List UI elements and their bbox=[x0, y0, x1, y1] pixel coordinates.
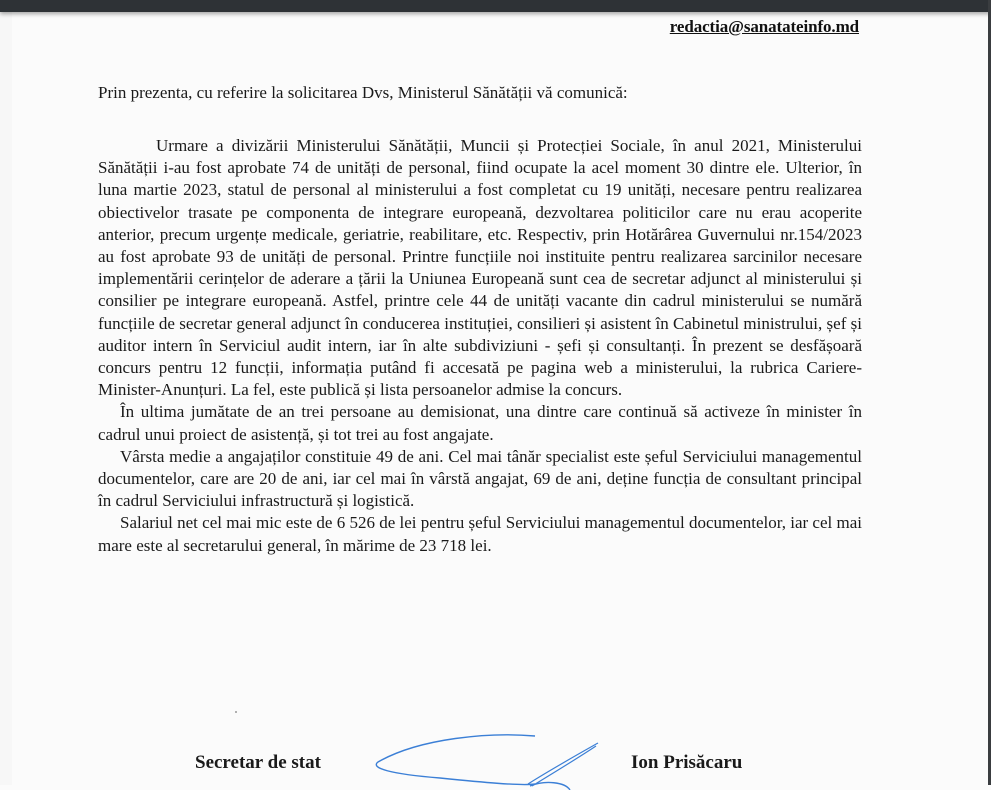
paragraph-staffing: Urmare a divizării Ministerului Sănătății, Muncii și Protecției Sociale, în anul 2021, Ministerului Sănătății i-au fost aprobate 74 de unități de personal, fiind ocupate la acel moment 30 dintre ele. Ulterior, în luna martie 2023, statul de personal al ministerului a fost completat cu 19 unități, necesare pentru realizarea obiectivelor trasate pe componenta de integrare europeană, dezvoltarea politicilor care nu erau acoperite anterior, precum urgențe medicale, geriatrie, reabilitare, etc. Respectiv, prin Hotărârea Guvernului nr.154/2023 au fost aprobate 93 de unități de personal. Printre funcțiile noi instituite pentru realizarea sarcinilor necesare implementării cerințelor de aderare a țării la Uniunea Europeană sunt cea de secretar adjunct al ministerului și consilier pe integrare europeană. Astfel, printre cele 44 de unități vacante din cadrul ministerului se numără funcțiile de secretar general adjunct în conducerea instituției, consilieri și asistent în Cabinetul ministrului, șef și auditor intern în Serviciul audit intern, iar în alte subdiviziuni - șefi și consultanți. În prezent se desfășoară concurs pentru 12 funcții, informația putând fi accesată pe pagina web a ministerului, la rubrica Cariere-Minister-Anunțuri. La fel, este publică și lista persoanelor admise la concurs. bbox=[98, 136, 862, 400]
signature-stroke-loop bbox=[376, 735, 535, 785]
paragraph-turnover: În ultima jumătate de an trei persoane au demisionat, una dintre care continuă să activeze în minister în cadrul unui proiect de asistență, și tot trei au fost angajate. bbox=[98, 402, 862, 444]
intro-line: Prin prezenta, cu referire la solicitarea Dvs, Ministerul Sănătății vă comunică: bbox=[98, 83, 628, 102]
signature-stroke-flourish bbox=[530, 783, 570, 790]
scan-speck bbox=[235, 711, 237, 713]
letter-body bbox=[98, 135, 862, 557]
signature-stroke-tail bbox=[528, 743, 598, 786]
signatory-title: Secretar de stat bbox=[195, 752, 321, 773]
page-left-margin bbox=[0, 12, 12, 785]
viewer-top-bar bbox=[0, 0, 991, 12]
signatory-name: Ion Prisăcaru bbox=[631, 752, 743, 773]
handwritten-signature bbox=[360, 730, 620, 790]
contact-email: redactia@sanatateinfo.md bbox=[669, 17, 859, 36]
paragraph-salary: Salariul net cel mai mic este de 6 526 de lei pentru șeful Serviciului managementul documentelor, iar cel mai mare este al secretarului general, în mărime de 23 718 lei. bbox=[98, 513, 862, 555]
paragraph-age: Vârsta medie a angajaților constituie 49 de ani. Cel mai tânăr specialist este șeful Serviciului managementul documentelor, care are 20 de ani, iar cel mai în vârstă angajat, 69 de ani, deține funcția de consultant principal în cadrul Serviciului infrastructură și logistică. bbox=[98, 446, 862, 511]
